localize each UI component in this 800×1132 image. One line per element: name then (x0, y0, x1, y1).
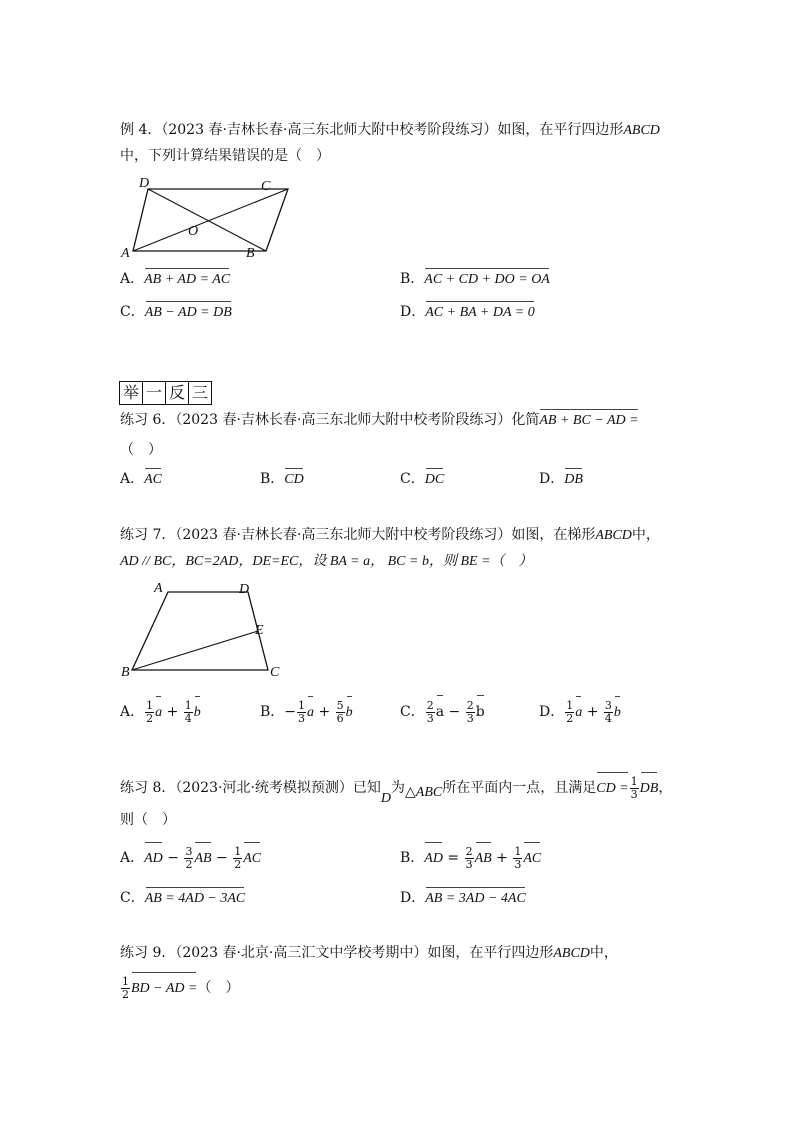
example4-option-d[interactable] (400, 302, 535, 323)
fraction (565, 700, 574, 725)
ex9-paren: （ ） (197, 980, 240, 996)
denominator: 2 (234, 857, 242, 871)
ex9-text: 如图，在平行四边形 (427, 945, 554, 961)
fraction (513, 846, 522, 871)
operator: − (216, 850, 228, 866)
condition-rhs: DB (640, 774, 659, 804)
option-letter: D． (539, 704, 565, 720)
denominator: 3 (298, 711, 306, 725)
fraction (145, 700, 154, 725)
denominator: 2 (146, 711, 154, 725)
vector: a (575, 698, 582, 728)
figure-label-c: C (261, 179, 271, 194)
figure-label-d: D (139, 176, 150, 191)
numerator: 1 (298, 698, 306, 712)
numerator: 3 (604, 698, 612, 712)
vector: b (346, 698, 353, 728)
option-letter: C． (400, 471, 425, 487)
denominator: 2 (122, 987, 129, 1001)
figure-label-b: B (246, 246, 255, 261)
ex6-option-b[interactable] (260, 469, 304, 490)
option-letter: C． (120, 304, 145, 320)
vector: AD (424, 844, 443, 874)
option-expression: AB − AD = DB (145, 303, 232, 323)
figure-label-c: C (270, 665, 280, 680)
fraction (297, 700, 306, 725)
operator: + (586, 704, 599, 720)
operator: + (318, 704, 331, 720)
banner-char: 三 (192, 383, 209, 402)
ex9-question-line1 (120, 943, 618, 964)
numerator: 1 (630, 774, 638, 788)
ex9-expression: BD − AD = (131, 974, 197, 1004)
fraction (604, 700, 613, 725)
option-letter: A． (120, 850, 145, 866)
numerator: 2 (466, 698, 474, 712)
option-letter: A． (120, 271, 145, 287)
example4-question-line2: 中，下列计算结果错误的是（ ） (120, 148, 330, 164)
ex7-label: 练习 7． (120, 527, 176, 543)
ex8-text: 已知 (352, 780, 381, 796)
ex7-text-end: 中， (631, 527, 660, 543)
fraction (466, 700, 475, 725)
denominator: 3 (466, 711, 474, 725)
option-letter: B． (400, 271, 425, 287)
denominator: 4 (184, 711, 192, 725)
comma: ， (658, 780, 673, 796)
ex7-shape: ABCD (595, 528, 632, 543)
numerator: 1 (122, 974, 129, 988)
fraction (426, 700, 435, 725)
option-expression: AC (144, 470, 162, 490)
denominator: 3 (426, 711, 434, 725)
numerator: 1 (514, 844, 522, 858)
ex8-text: 所在平面内一点，且满足 (442, 780, 597, 796)
ex8-source: （2023·河北·统考模拟预测） (175, 780, 353, 796)
operator: = (447, 850, 460, 866)
option-letter: B． (260, 704, 285, 720)
numerator: 1 (184, 698, 192, 712)
ex6-text: 化简 (511, 412, 540, 428)
example4-text: 如图，在平行四边形 (497, 122, 624, 138)
vector: b (614, 698, 621, 728)
ex7-option-c[interactable] (400, 697, 485, 727)
operator: + (166, 704, 179, 720)
ex9-text-end: 中， (589, 945, 618, 961)
section-banner (119, 381, 212, 405)
figure-label-o: O (188, 224, 199, 239)
vector: AC (523, 844, 541, 874)
fraction (121, 976, 130, 1001)
vector: AB (475, 844, 492, 874)
numerator: 5 (336, 698, 344, 712)
ex9-question-line2 (120, 973, 239, 1004)
ex6-option-c[interactable] (400, 469, 444, 490)
figure-label-a: A (121, 246, 130, 261)
numerator: 2 (426, 698, 434, 712)
ex8-text: 为 (391, 780, 406, 796)
triangle-abc: △ABC (405, 785, 443, 800)
vector: AD (144, 844, 163, 874)
example4-option-c[interactable] (120, 302, 232, 323)
ex8-option-d[interactable] (400, 888, 526, 909)
ex6-question-line1 (120, 410, 639, 431)
figure-label-a: A (154, 581, 163, 596)
numerator: 3 (185, 844, 193, 858)
option-letter: D． (539, 471, 565, 487)
option-letter: D． (400, 890, 426, 906)
denominator: 2 (566, 711, 574, 725)
operator: − (448, 704, 461, 720)
option-letter: B． (400, 850, 425, 866)
ex6-option-d[interactable] (539, 469, 583, 490)
figure-label-d: D (239, 582, 250, 597)
banner-char: 反 (166, 382, 189, 404)
option-expression: AB = 4AD − 3AC (145, 889, 246, 909)
banner-char: 一 (143, 382, 166, 404)
ex8-then: 则（ ） (120, 812, 176, 828)
vector: b (476, 697, 485, 727)
option-letter: A． (120, 471, 145, 487)
ex8-option-c[interactable] (120, 888, 245, 909)
trapezoid-figure (118, 580, 288, 680)
ex7-source: （2023 春·吉林长春·高三东北师大附中校考阶段练习） (175, 527, 512, 543)
denominator: 3 (630, 787, 638, 801)
banner-char: 举 (120, 382, 143, 404)
option-expression: DB (564, 470, 583, 490)
point-d: D (380, 791, 392, 806)
vector: a (155, 698, 162, 728)
denominator: 4 (604, 711, 612, 725)
operator: + (496, 850, 508, 866)
numerator: 1 (234, 844, 242, 858)
ex8-option-b[interactable] (400, 843, 541, 874)
option-letter: A． (120, 704, 145, 720)
ex7-question-line2: AD // BC，BC=2AD，DE=EC，设 BA = a， BC = b，则 BE =（ ） (120, 554, 533, 569)
fraction (233, 846, 242, 871)
option-expression: CD (284, 470, 303, 490)
ex9-shape: ABCD (553, 946, 590, 961)
vector: AC (243, 844, 261, 874)
ex6-option-a[interactable] (120, 469, 162, 490)
vector: a (436, 697, 444, 727)
fraction (630, 776, 639, 801)
ex8-option-a[interactable] (120, 843, 261, 874)
figure-label-e: E (255, 623, 264, 638)
example4-source: （2023 春·吉林长春·高三东北师大附中校考阶段练习） (161, 122, 498, 138)
denominator: 6 (336, 711, 344, 725)
vector: AB (194, 844, 211, 874)
fraction (184, 700, 193, 725)
option-expression: DC (425, 470, 444, 490)
example4-option-a[interactable] (120, 269, 230, 290)
ex7-text: 如图，在梯形 (511, 527, 596, 543)
condition-lhs: CD = (596, 774, 628, 804)
fraction (336, 700, 345, 725)
sign: − (284, 704, 297, 720)
vector: a (307, 698, 314, 728)
ex7-option-a[interactable] (120, 697, 201, 728)
example4-question-line1 (120, 120, 660, 141)
denominator: 3 (514, 857, 522, 871)
fraction (465, 846, 474, 871)
option-expression: AB = 3AD − 4AC (425, 889, 526, 909)
parallelogram-figure (118, 172, 293, 262)
ex6-paren: （ ） (120, 442, 162, 458)
ex7-question-line1 (120, 525, 660, 546)
option-letter: B． (260, 471, 285, 487)
ex6-expression: AB + BC − AD = (539, 411, 638, 431)
example4-option-b[interactable] (400, 269, 550, 290)
ex9-label: 练习 9． (120, 945, 176, 961)
ex6-label: 练习 6． (120, 412, 176, 428)
ex8-label: 练习 8． (120, 780, 176, 796)
option-expression: AC + CD + DO = OA (424, 270, 550, 290)
option-expression: AC + BA + DA = 0 (425, 303, 535, 323)
vector: b (194, 698, 201, 728)
figure-label-b: B (121, 665, 130, 680)
option-letter: D． (400, 304, 426, 320)
ex8-question-line1 (120, 773, 672, 804)
example4-label: 例 4． (120, 122, 162, 138)
fraction (184, 846, 193, 871)
option-letter: C． (400, 704, 425, 720)
ex7-option-d[interactable] (539, 697, 621, 728)
ex6-source: （2023 春·吉林长春·高三东北师大附中校考阶段练习） (175, 412, 512, 428)
ex9-source: （2023 春·北京·高三汇文中学校考期中） (175, 945, 428, 961)
numerator: 2 (465, 844, 473, 858)
operator: − (167, 850, 179, 866)
denominator: 2 (185, 857, 193, 871)
option-expression: AB + AD = AC (144, 270, 230, 290)
ex7-option-b[interactable] (260, 697, 353, 728)
example4-shape: ABCD (623, 123, 660, 138)
option-letter: C． (120, 890, 145, 906)
numerator: 1 (566, 698, 574, 712)
numerator: 1 (146, 698, 154, 712)
denominator: 3 (465, 857, 473, 871)
